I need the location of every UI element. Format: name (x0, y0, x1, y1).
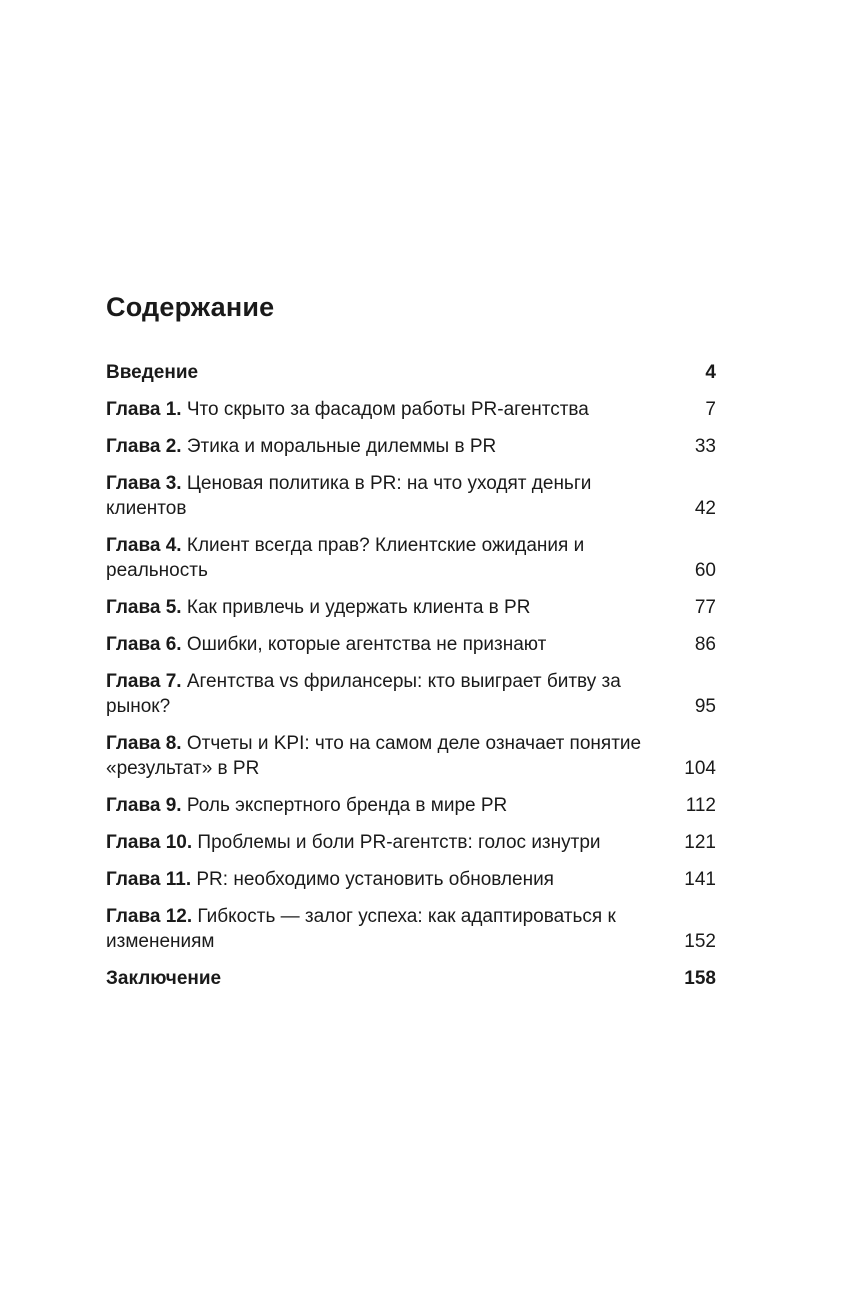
chapter-label: Глава 10. (106, 832, 193, 853)
entry-text (106, 397, 676, 422)
entry-page-number: 141 (684, 869, 716, 890)
entry-page-number: 95 (694, 696, 716, 717)
toc-entry-chapter-5[interactable] (106, 595, 716, 620)
entry-text (106, 867, 676, 892)
entry-text (106, 471, 676, 521)
entry-page-number: 86 (694, 634, 716, 655)
toc-list (106, 360, 716, 991)
entry-text (106, 904, 676, 954)
entry-page-number: 152 (684, 931, 716, 952)
chapter-title: Отчеты и KPI: что на самом деле означает понятие «результат» в PR (106, 733, 642, 779)
entry-text (106, 793, 676, 818)
toc-entry-chapter-12[interactable] (106, 904, 716, 954)
toc-entry-chapter-3[interactable] (106, 471, 716, 521)
chapter-title: Что скрыто за фасадом работы PR-агентства (181, 399, 589, 420)
chapter-label: Глава 7. (106, 671, 182, 692)
chapter-label: Глава 1. (106, 399, 182, 420)
toc-entry-chapter-8[interactable] (106, 731, 716, 781)
toc-entry-chapter-1[interactable] (106, 397, 716, 422)
chapter-title: Проблемы и боли PR-агентств: голос изнутри (192, 832, 601, 853)
chapter-title: Ценовая политика в PR: на что уходят деньги клиентов (106, 473, 592, 519)
chapter-title: Роль экспертного бренда в мире PR (181, 795, 508, 816)
entry-text (106, 632, 676, 657)
entry-page-number: 60 (694, 560, 716, 581)
chapter-label: Глава 4. (106, 535, 182, 556)
toc-entry-conclusion[interactable] (106, 966, 716, 991)
chapter-title: Клиент всегда прав? Клиентские ожидания и реальность (106, 535, 585, 581)
entry-page-number: 77 (694, 597, 716, 618)
entry-page-number: 112 (685, 795, 716, 816)
entry-text: Введение (106, 362, 199, 383)
toc-entry-chapter-11[interactable] (106, 867, 716, 892)
chapter-label: Глава 6. (106, 634, 182, 655)
toc-entry-chapter-6[interactable] (106, 632, 716, 657)
entry-text (106, 533, 676, 583)
chapter-title: Гибкость — залог успеха: как адаптироваться к изменениям (106, 906, 616, 952)
chapter-label: Глава 3. (106, 473, 182, 494)
page-title: Содержание (106, 292, 275, 322)
entry-text (106, 434, 676, 459)
entry-page-number: 121 (684, 832, 716, 853)
entry-text (106, 830, 676, 855)
entry-text: Заключение (106, 968, 222, 989)
chapter-label: Глава 11. (106, 869, 192, 890)
entry-page-number: 104 (684, 758, 716, 779)
toc-entry-chapter-9[interactable] (106, 793, 716, 818)
entry-text (106, 595, 676, 620)
chapter-title: Как привлечь и удержать клиента в PR (181, 597, 531, 618)
chapter-title: Этика и моральные дилеммы в PR (181, 436, 497, 457)
toc-entry-introduction[interactable] (106, 360, 716, 385)
chapter-title: PR: необходимо установить обновления (191, 869, 554, 890)
entry-text (106, 731, 676, 781)
chapter-title: Ошибки, которые агентства не признают (181, 634, 547, 655)
entry-text (106, 669, 676, 719)
chapter-label: Глава 8. (106, 733, 182, 754)
entry-page-number: 33 (694, 436, 716, 457)
toc-entry-chapter-2[interactable] (106, 434, 716, 459)
chapter-title: Агентства vs фрилансеры: кто выиграет битву за рынок? (106, 671, 621, 717)
toc-entry-chapter-4[interactable] (106, 533, 716, 583)
entry-page-number: 7 (705, 399, 716, 420)
toc-entry-chapter-7[interactable] (106, 669, 716, 719)
chapter-label: Глава 5. (106, 597, 182, 618)
table-of-contents (106, 290, 716, 1003)
entry-page-number: 42 (694, 498, 716, 519)
entry-page-number: 158 (684, 968, 716, 989)
chapter-label: Глава 12. (106, 906, 193, 927)
toc-entry-chapter-10[interactable] (106, 830, 716, 855)
chapter-label: Глава 2. (106, 436, 182, 457)
chapter-label: Глава 9. (106, 795, 182, 816)
entry-page-number: 4 (705, 362, 716, 383)
